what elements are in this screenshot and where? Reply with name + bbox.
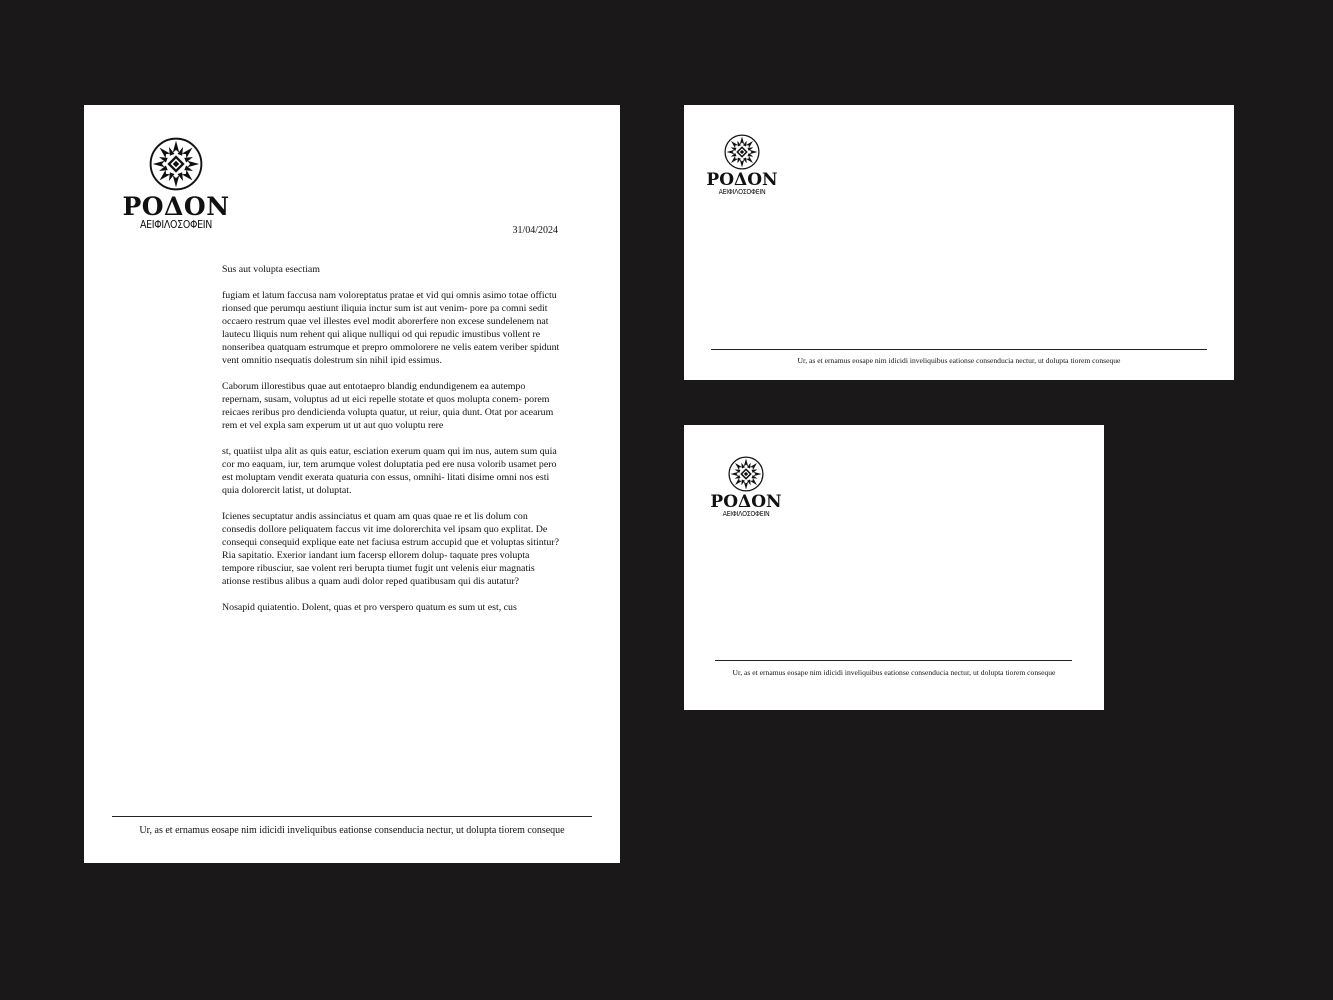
rosette-emblem-icon [728,456,764,492]
letter-footer: Ur, as et ernamus eosape nim idicidi inveliquibus eationse consenducia nectur, ut dolupta tiorem conseque [139,825,565,836]
envelope-small [684,425,1104,710]
letter-greeting: Sus aut volupta esectiam [222,264,320,275]
letter-paragraph: fugiam et latum faccusa nam voloreptatus pratae et vid qui omnis asimo totae offictu rionsed que perumqu aestiunt iliquia inctur sum ist aut venim- pore pa comni sedit occaero restrum quae vel illestes evel modit aborerfere non excese sundelenem nat lautecu lliquis num rehent qui alique nulliqui od qui repudic imustibus vollent re nonseribea quatquam estrumque et prepro ommolorere ne velis eatem veriber spidunt vent omnitio nsequatis dolestrum sin nihil ipid essimus. [222,290,560,366]
brand-logo [710,456,782,518]
envelope-footer: Ur, as et ernamus eosape nim idicidi inveliquibus eationse consenducia nectur, ut dolupta tiorem conseque [732,668,1056,677]
letterhead-sheet [84,105,620,863]
brand-tagline: ΑΕΙΦΙΛΟΣΟΦΕΙΝ [718,188,766,196]
rosette-emblem-icon [149,137,203,191]
letter-paragraph: Nosapid quiatentio. Dolent, quas et pro verspero quatum es sum ut est, cus [222,602,517,613]
rosette-emblem-icon [724,134,760,170]
footer-divider [715,660,1072,661]
letter-paragraph: Caborum illorestibus quae aut entotaepro blandig endundigenem ea autempo repernam, susam, voluptus ad ut eici repelle stotate et quos molupta conem- porem reicaes reribus pro dendicienda volupta quatur, ut reiur, quia dunt. Otat por acearum rem et vel expla sam experum ut ut aut quo voluptu rere [222,381,554,431]
letter-body [222,263,562,627]
envelope-large [684,105,1234,380]
brand-tagline: ΑΕΙΦΙΛΟΣΟΦΕΙΝ [722,510,770,518]
brand-tagline: ΑΕΙΦΙΛΟΣΟΦΕΙΝ [139,219,213,231]
brand-wordmark: ΡΟΔΟΝ [122,192,230,221]
brand-logo [706,134,778,196]
letter-date: 31/04/2024 [512,225,558,236]
footer-divider [711,349,1207,350]
footer-divider [112,816,592,817]
letter-paragraph: Icienes secuptatur andis assinciatus et quam am quas quae re et lis dolum con consedis dollore peliquatem faccus vit ime dolorerchita vel ipsam quo explitat. De consequi consequid explique eate net faciusa estrum accupid que et voluptas sitintur? Ria sapitatio. Exerior iandant ium facersp ellorem dolup- taquate pres volupta tempore ribusciur, sae volent reri berupta tiumet fugit unt velenis eiur magnatis ationse restibus alibus a quam audi dolor reped quatibusam qui dis autatur? [222,511,560,587]
envelope-footer: Ur, as et ernamus eosape nim idicidi inveliquibus eationse consenducia nectur, ut dolupta tiorem conseque [797,356,1121,365]
brand-logo [116,137,236,231]
letter-paragraph: st, quatiist ulpa alit as quis eatur, esciation exerum quam qui im nus, autem sum quia cor mo eaquam, iur, tem arumque volest doluptatia ped ere nusa volorib usamet pero est moluptam vendit exerata quaturia con essus, omnihi- litati disime omni nos esti quia dolorercit latist, ut doluptat. [222,446,557,496]
brand-wordmark: ΡΟΔΟΝ [706,170,778,190]
brand-wordmark: ΡΟΔΟΝ [710,492,782,512]
